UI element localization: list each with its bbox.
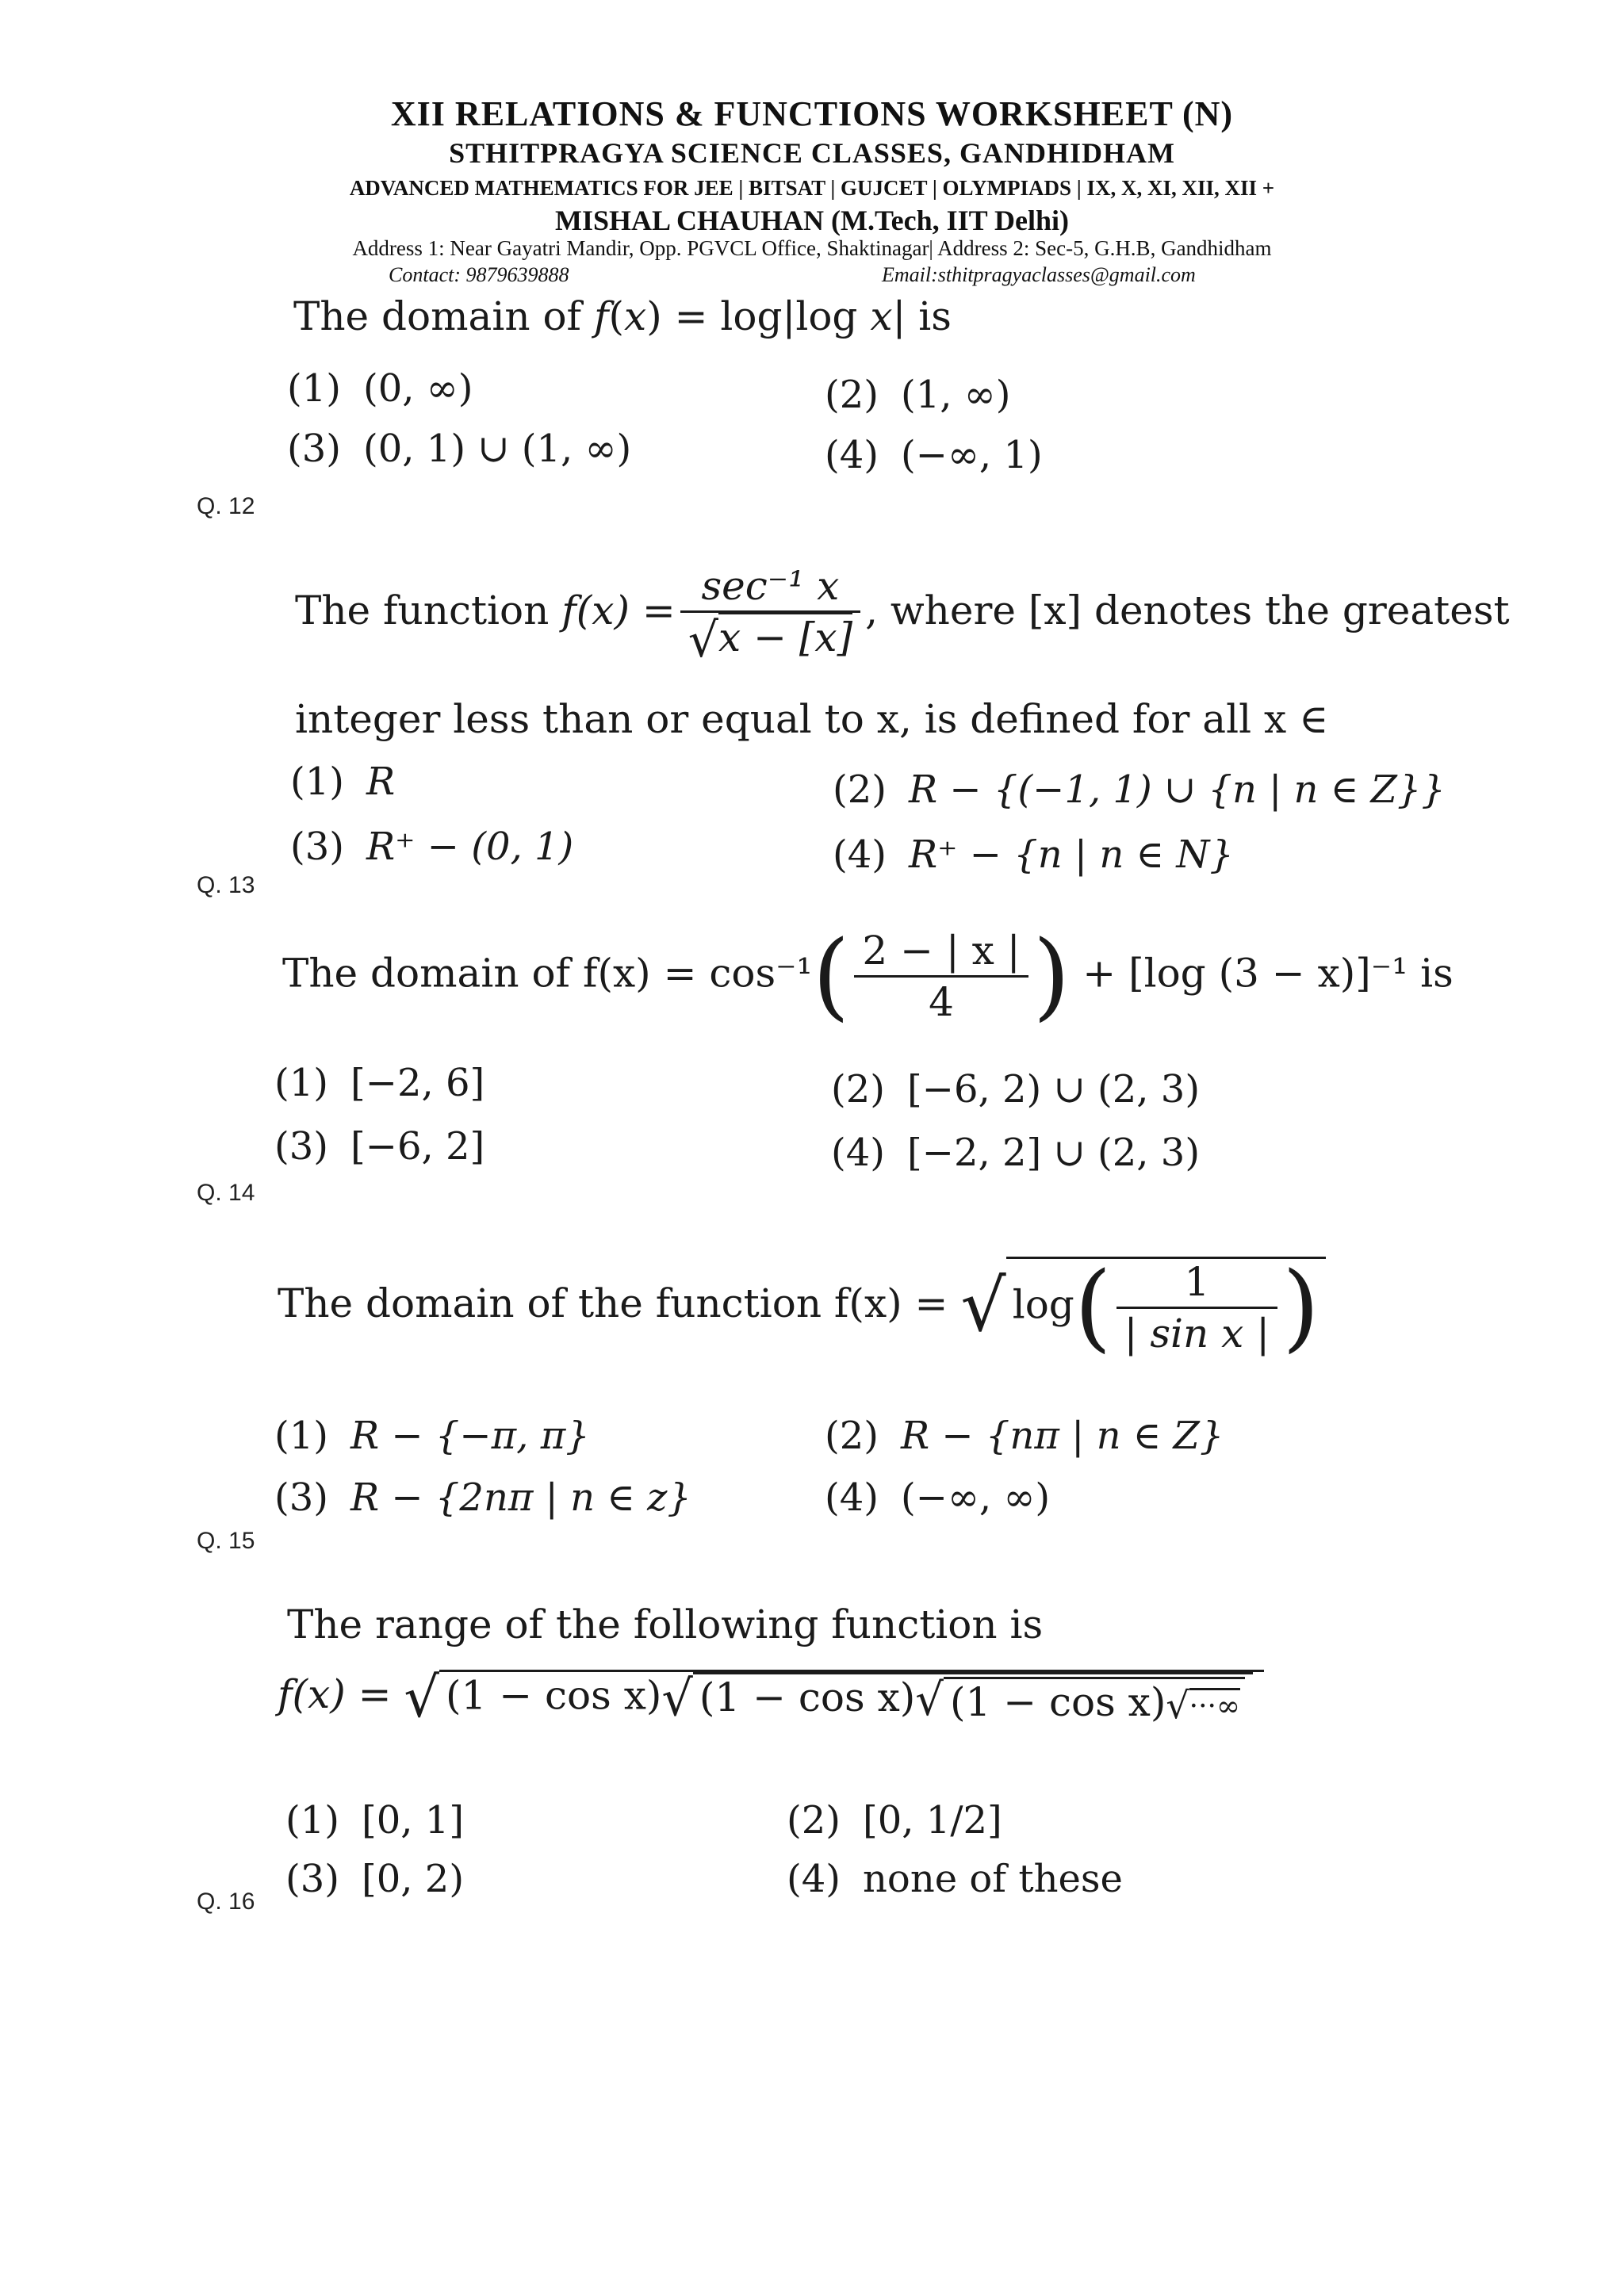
option-3	[285, 1857, 464, 1901]
option-3	[274, 1475, 691, 1520]
option-number: (3)	[290, 825, 344, 869]
fraction-numerator: 2 − | x |	[854, 928, 1028, 978]
stem-math: x	[870, 293, 893, 339]
question-stem	[295, 563, 1510, 668]
radicand	[693, 1672, 1253, 1725]
address-line: Address 1: Near Gayatri Mandir, Opp. PGVCL Office, Shaktinagar| Address 2: Sec-5, G.H.B, Gandhidham	[352, 236, 1272, 260]
option-number: (1)	[287, 366, 341, 411]
stem-text: The domain of the function f(x) =	[278, 1280, 948, 1326]
stem-text: (	[608, 293, 624, 339]
option-3	[290, 825, 573, 869]
radicand	[439, 1669, 1264, 1728]
option-text: [−6, 2]	[350, 1124, 485, 1169]
left-paren: (	[1074, 1252, 1112, 1363]
stem-math: f(x) =	[561, 587, 676, 633]
option-number: (1)	[274, 1414, 328, 1458]
teacher-name: MISHAL CHAUHAN (M.Tech, IIT Delhi)	[554, 205, 1070, 236]
fraction-denominator: | sin x |	[1124, 1311, 1270, 1357]
option-number: (1)	[274, 1061, 328, 1105]
fraction-numerator: 1	[1116, 1259, 1277, 1309]
right-paren: )	[1282, 1252, 1320, 1363]
option-number: (4)	[787, 1857, 841, 1901]
institute-name: STHITPRAGYA SCIENCE CLASSES, GANDHIDHAM	[449, 137, 1175, 169]
option-text: [0, 1]	[362, 1798, 465, 1843]
option-text: R − {−π, π}	[350, 1414, 590, 1458]
contact-email: Email:sthitpragyaclasses@gmail.com	[882, 263, 1196, 286]
option-3	[287, 427, 631, 471]
option-4	[825, 433, 1043, 477]
log-text: log	[1012, 1281, 1074, 1328]
option-2	[831, 1067, 1200, 1112]
option-1	[290, 760, 395, 804]
stem-text: ) = log|log	[646, 293, 871, 339]
option-1	[274, 1061, 485, 1105]
fraction	[854, 928, 1028, 1025]
option-4	[833, 832, 1234, 877]
option-text: [−2, 6]	[350, 1061, 485, 1105]
question-stem	[282, 920, 1454, 1031]
question-15	[0, 1252, 1624, 1653]
option-text: (0, ∞)	[363, 366, 473, 411]
option-4	[787, 1857, 1123, 1901]
stem-math: f(x) =	[278, 1671, 392, 1717]
radical-sign: √	[915, 1674, 944, 1727]
radicand	[1006, 1252, 1326, 1363]
option-2	[825, 1414, 1224, 1458]
contact-phone: Contact: 9879639888	[389, 263, 569, 286]
question-number: Q. 15	[197, 1528, 255, 1554]
option-text: (−∞, 1)	[901, 433, 1043, 477]
nested-term: (1 − cos x)	[699, 1674, 916, 1721]
stem-text: The function	[295, 587, 562, 633]
question-stem-line-2: integer less than or equal to x, is defined for all x ∈	[295, 696, 1329, 742]
option-number: (3)	[274, 1124, 328, 1169]
tagline: ADVANCED MATHEMATICS FOR JEE | BITSAT | GUJCET | OLYMPIADS | IX, X, XI, XII, XII +	[349, 176, 1275, 200]
option-number: (4)	[833, 832, 887, 877]
option-number: (4)	[831, 1131, 885, 1175]
right-paren: )	[1032, 920, 1071, 1031]
question-number: Q. 16	[197, 1888, 255, 1915]
option-text: R⁺ − {n | n ∈ N}	[909, 832, 1234, 877]
option-number: (2)	[825, 373, 879, 417]
stem-math: f	[593, 293, 609, 339]
option-number: (3)	[287, 427, 341, 471]
stem-text: The domain of	[293, 293, 594, 339]
option-2	[833, 767, 1446, 812]
stem-text: + [log (3 − x)]⁻¹ is	[1082, 950, 1454, 997]
fraction-numerator: sec⁻¹ x	[680, 563, 860, 613]
option-text: R − {(−1, 1) ∪ {n | n ∈ Z}}	[909, 767, 1446, 812]
option-2	[825, 373, 1011, 417]
question-number: Q. 14	[197, 1180, 255, 1206]
option-text: R⁺ − (0, 1)	[366, 825, 574, 869]
stem-text: , where [x] denotes the greatest	[865, 587, 1510, 633]
radical-sign: √	[661, 1669, 693, 1728]
option-4	[831, 1131, 1200, 1175]
option-number: (4)	[825, 1475, 879, 1520]
option-text: [−2, 2] ∪ (2, 3)	[907, 1131, 1201, 1175]
question-stem: The range of the following function is	[287, 1601, 1044, 1647]
question-13	[0, 555, 1624, 951]
option-number: (2)	[825, 1414, 879, 1458]
option-text: [−6, 2) ∪ (2, 3)	[907, 1067, 1201, 1112]
fraction-denominator	[680, 613, 860, 668]
fraction	[1116, 1259, 1277, 1357]
question-16	[0, 1601, 1624, 1998]
option-text: [0, 2)	[362, 1857, 465, 1901]
option-4	[825, 1475, 1050, 1520]
infinite-continuation: ···∞	[1189, 1688, 1240, 1723]
worksheet-title: XII RELATIONS & FUNCTIONS WORKSHEET (N)	[390, 94, 1234, 133]
question-stem	[278, 1252, 1326, 1363]
option-text: R	[366, 760, 396, 804]
radical-sign: √	[688, 613, 718, 668]
option-number: (1)	[285, 1798, 339, 1843]
option-text: R − {nπ | n ∈ Z}	[901, 1414, 1224, 1458]
fraction-denominator: 4	[929, 979, 954, 1025]
question-number: Q. 12	[197, 493, 255, 519]
option-number: (2)	[833, 767, 887, 812]
question-stem	[293, 293, 952, 339]
option-text: (−∞, ∞)	[901, 1475, 1051, 1520]
stem-text: The domain of f(x) = cos⁻¹	[282, 950, 813, 997]
option-text: [0, 1/2]	[863, 1798, 1002, 1843]
option-number: (2)	[831, 1067, 885, 1112]
nested-term: (1 − cos x)	[949, 1678, 1166, 1725]
option-1	[274, 1414, 590, 1458]
option-3	[274, 1124, 485, 1169]
option-text: (1, ∞)	[901, 373, 1011, 417]
option-text: R − {2nπ | n ∈ z}	[350, 1475, 691, 1520]
radical-sign: √	[1166, 1683, 1189, 1727]
option-number: (3)	[285, 1857, 339, 1901]
radical-sign: √	[960, 1265, 1006, 1348]
option-text: none of these	[863, 1857, 1123, 1901]
option-number: (3)	[274, 1475, 328, 1520]
stem-text: | is	[892, 293, 952, 339]
option-1	[287, 366, 473, 411]
radicand: x − [x]	[718, 612, 852, 660]
nested-term: (1 − cos x)	[446, 1672, 662, 1719]
radical-sign: √	[404, 1665, 440, 1730]
radicand	[944, 1677, 1245, 1725]
stem-math: x	[624, 293, 647, 339]
option-1	[285, 1798, 464, 1843]
option-text: (0, 1) ∪ (1, ∞)	[363, 427, 632, 471]
left-paren: (	[812, 920, 850, 1031]
fraction	[680, 563, 860, 668]
option-number: (2)	[787, 1798, 841, 1843]
question-formula	[278, 1665, 1264, 1730]
option-number: (4)	[825, 433, 879, 477]
question-number: Q. 13	[197, 872, 255, 898]
option-2	[787, 1798, 1002, 1843]
option-number: (1)	[290, 760, 344, 804]
